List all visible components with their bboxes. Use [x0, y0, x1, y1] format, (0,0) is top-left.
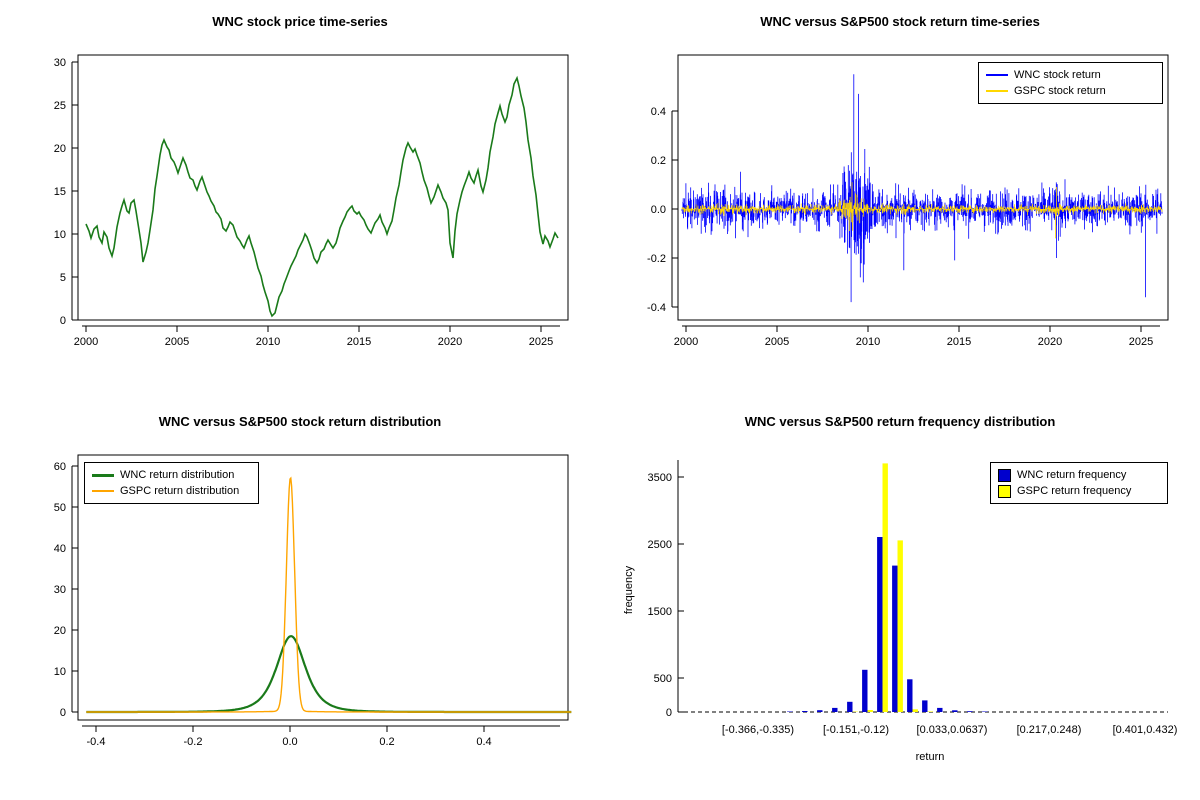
panel-3-legend — [84, 462, 259, 504]
panel-3-plot — [0, 400, 600, 800]
panel-2-plot — [600, 0, 1200, 400]
panel-4-legend — [990, 462, 1168, 504]
panel-4-plot — [600, 400, 1200, 800]
svg-text:2000: 2000 — [73, 336, 99, 348]
svg-text:2500: 2500 — [647, 539, 672, 551]
svg-text:0.4: 0.4 — [650, 106, 666, 118]
svg-text:0.4: 0.4 — [476, 736, 492, 748]
svg-text:[0.401,0.432): [0.401,0.432) — [1112, 724, 1178, 736]
svg-text:0.0: 0.0 — [282, 736, 298, 748]
legend-key-gspc-density — [92, 490, 114, 492]
svg-text:2000: 2000 — [673, 336, 699, 348]
legend-item-gspc-density — [92, 483, 251, 499]
svg-text:0.0: 0.0 — [650, 204, 666, 216]
svg-text:30: 30 — [53, 57, 66, 69]
svg-text:5: 5 — [59, 272, 66, 284]
panel-2-legend — [978, 62, 1163, 104]
svg-text:0.2: 0.2 — [379, 736, 395, 748]
panel-3-title: WNC versus S&P500 stock return distribution — [158, 414, 442, 429]
legend-label-wnc-density: WNC return distribution — [120, 469, 235, 481]
svg-text:50: 50 — [53, 502, 66, 514]
panel-return-frequency — [600, 400, 1200, 800]
svg-text:10: 10 — [53, 666, 66, 678]
svg-text:2025: 2025 — [1128, 336, 1154, 348]
svg-text:25: 25 — [53, 100, 66, 112]
svg-text:2010: 2010 — [255, 336, 281, 348]
svg-text:[-0.151,-0.12): [-0.151,-0.12) — [822, 724, 890, 736]
legend-item-wnc-density — [92, 467, 251, 483]
svg-text:-0.2: -0.2 — [647, 253, 666, 265]
svg-text:[0.217,0.248): [0.217,0.248) — [1016, 724, 1082, 736]
svg-text:2005: 2005 — [764, 336, 790, 348]
svg-text:[0.033,0.0637): [0.033,0.0637) — [916, 724, 988, 736]
svg-text:2025: 2025 — [528, 336, 554, 348]
svg-text:2010: 2010 — [855, 336, 881, 348]
legend-item-gspc-frequency — [998, 483, 1160, 499]
legend-label-gspc-return: GSPC stock return — [1014, 85, 1106, 97]
panel-2-title: WNC versus S&P500 stock return time-series — [760, 14, 1040, 29]
svg-text:[-0.366,-0.335): [-0.366,-0.335) — [721, 724, 795, 736]
panel-wnc-price-timeseries — [0, 0, 600, 400]
svg-text:1500: 1500 — [647, 606, 672, 618]
svg-text:-0.2: -0.2 — [183, 736, 203, 748]
legend-label-gspc-density: GSPC return distribution — [120, 485, 240, 497]
legend-item-wnc-return — [986, 67, 1155, 83]
svg-text:-0.4: -0.4 — [647, 302, 666, 314]
legend-label-wnc-frequency: WNC return frequency — [1017, 469, 1127, 481]
svg-text:0: 0 — [665, 707, 672, 719]
panel-return-density — [0, 400, 600, 800]
svg-text:2005: 2005 — [164, 336, 190, 348]
legend-label-gspc-frequency: GSPC return frequency — [1017, 485, 1132, 497]
panel-return-timeseries — [600, 0, 1200, 400]
legend-label-wnc-return: WNC stock return — [1014, 69, 1101, 81]
svg-text:2020: 2020 — [437, 336, 463, 348]
svg-text:0.2: 0.2 — [650, 155, 666, 167]
panel-1-plot — [0, 0, 600, 400]
svg-text:15: 15 — [53, 186, 66, 198]
legend-item-wnc-frequency — [998, 467, 1160, 483]
frequency-bars — [787, 463, 987, 712]
panel-4-xlabel: return — [915, 751, 945, 763]
panel-1-title: WNC stock price time-series — [212, 14, 388, 29]
svg-text:3500: 3500 — [647, 472, 672, 484]
svg-text:-0.4: -0.4 — [86, 736, 106, 748]
svg-text:40: 40 — [53, 543, 66, 555]
panel-4-ylabel: frequency — [623, 565, 635, 615]
svg-text:500: 500 — [653, 673, 672, 685]
legend-key-wnc-return — [986, 74, 1008, 76]
svg-text:20: 20 — [53, 625, 66, 637]
legend-key-gspc-frequency — [998, 485, 1011, 498]
svg-text:60: 60 — [53, 461, 66, 473]
svg-text:0: 0 — [59, 707, 66, 719]
svg-text:2015: 2015 — [946, 336, 972, 348]
legend-key-wnc-frequency — [998, 469, 1011, 482]
legend-item-gspc-return — [986, 83, 1155, 99]
svg-text:10: 10 — [53, 229, 66, 241]
svg-text:2015: 2015 — [346, 336, 372, 348]
panel-4-title: WNC versus S&P500 return frequency distribution — [744, 414, 1056, 429]
svg-text:0: 0 — [59, 315, 66, 327]
svg-text:2020: 2020 — [1037, 336, 1063, 348]
svg-text:20: 20 — [53, 143, 66, 155]
legend-key-wnc-density — [92, 474, 114, 477]
svg-text:30: 30 — [53, 584, 66, 596]
legend-key-gspc-return — [986, 90, 1008, 92]
